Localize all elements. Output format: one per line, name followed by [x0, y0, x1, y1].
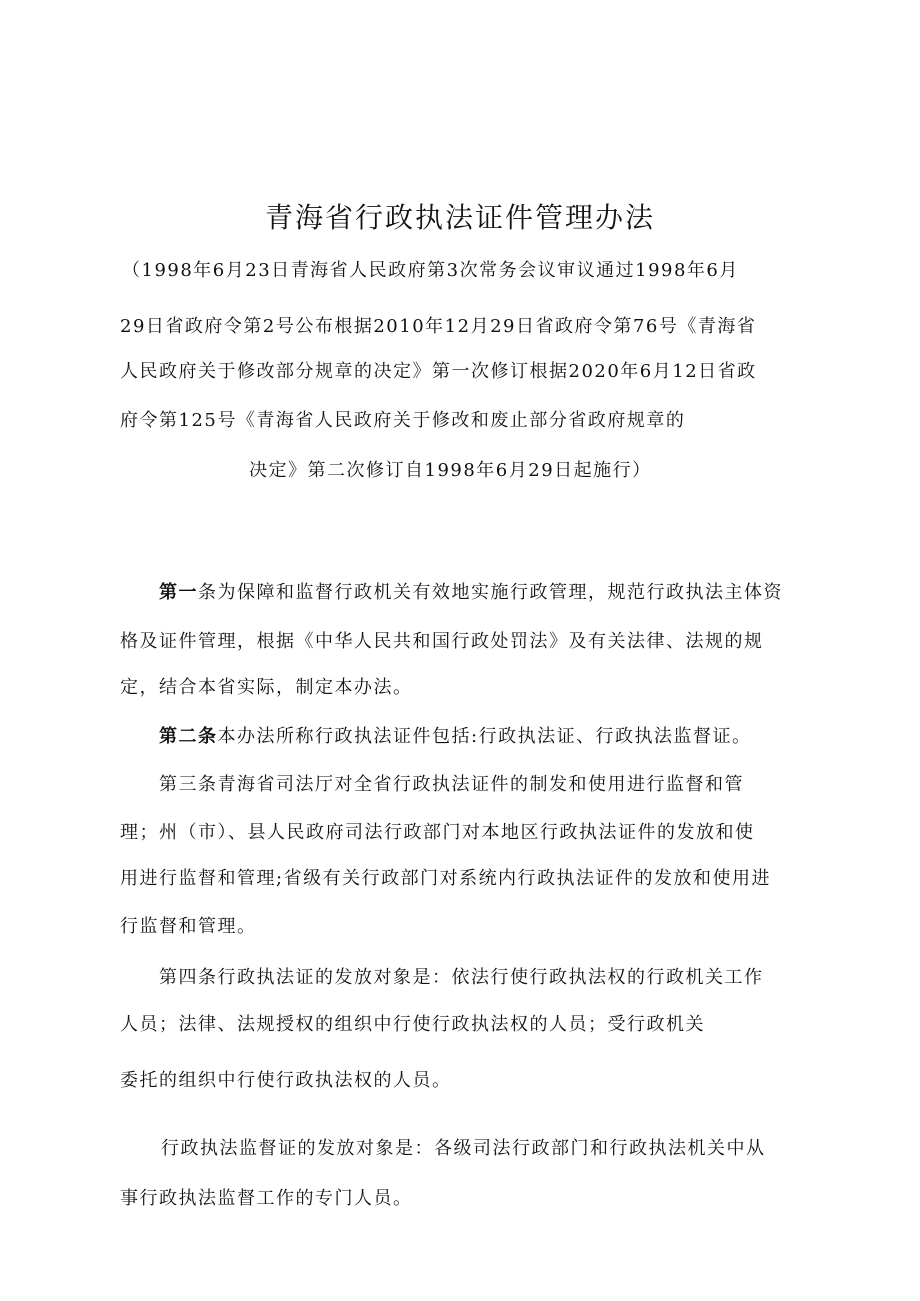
subtitle-line-5: 决定》第二次修订自1998年6月29日起施行）: [249, 460, 652, 481]
document-title: 青海省行政执法证件管理办法: [264, 201, 655, 234]
article-3-line-3: 用进行监督和管理;省级有关行政部门对系统内行政执法证件的发放和使用进: [120, 868, 772, 889]
subtitle-line-2: 29日省政府令第2号公布根据2010年12月29日省政府令第76号《青海省: [120, 316, 757, 337]
subtitle-line-1: （1998年6月23日青海省人民政府第3次常务会议审议通过1998年6月: [122, 260, 739, 281]
article-1-label: 第一: [159, 582, 198, 603]
article-4b-line-1: 行政执法监督证的发放对象是：各级司法行政部门和行政执法机关中从: [161, 1138, 766, 1159]
article-3-line-1: 第三条青海省司法厅对全省行政执法证件的制发和使用进行监督和管: [159, 774, 744, 795]
article-2-line-1: [159, 722, 752, 748]
article-4-line-2: 人员；法律、法规授权的组织中行使行政执法权的人员；受行政机关: [120, 1014, 705, 1035]
article-2-label: 第二条: [159, 726, 218, 747]
article-3-line-2: 理；州（市）、县人民政府司法行政部门对本地区行政执法证件的发放和使: [120, 822, 755, 843]
subtitle-line-3: 人民政府关于修改部分规章的决定》第一次修订根据2020年6月12日省政: [120, 361, 757, 382]
article-4b-line-2: 事行政执法监督工作的专门人员。: [120, 1188, 413, 1209]
article-4-line-1: 第四条行政执法证的发放对象是：依法行使行政执法权的行政机关工作: [159, 967, 764, 988]
article-4-line-3: 委托的组织中行使行政执法权的人员。: [120, 1070, 452, 1091]
article-1-line-1: [159, 578, 783, 604]
article-1-line-2: 格及证件管理，根据《中华人民共和国行政处罚法》及有关法律、法规的规: [120, 631, 764, 652]
article-1-line-3: 定，结合本省实际，制定本办法。: [120, 677, 413, 698]
article-2-text-1: 本办法所称行政执法证件包括:行政执法证、行政执法监督证。: [217, 726, 752, 747]
article-3-line-4: 行监督和管理。: [120, 916, 257, 937]
article-1-text-1: 条为保障和监督行政机关有效地实施行政管理，规范行政执法主体资: [198, 582, 783, 603]
subtitle-line-4: 府令第125号《青海省人民政府关于修改和废止部分省政府规章的: [120, 410, 686, 431]
